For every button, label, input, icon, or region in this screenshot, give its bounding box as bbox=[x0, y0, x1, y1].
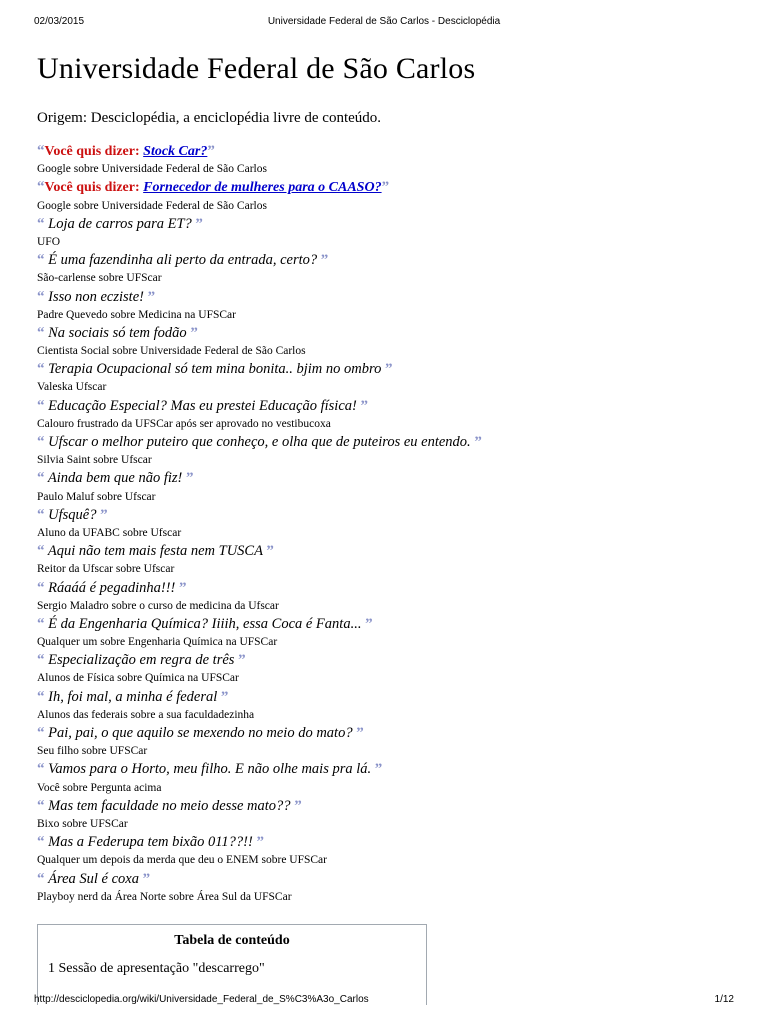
quote bbox=[37, 615, 737, 633]
quote-text: É da Engenharia Química? Iiiih, essa Coca é Fanta... bbox=[48, 615, 362, 632]
did-you-mean-quote bbox=[37, 142, 737, 160]
quote-author: Calouro frustrado da UFSCar após ser aprovado no vestibucoxa bbox=[37, 417, 331, 430]
quote bbox=[37, 579, 737, 597]
quote-author: Valeska Ufscar bbox=[37, 381, 107, 394]
quote-text: Mas a Federupa tem bixão 011??!! bbox=[48, 834, 253, 851]
quote-open-icon: “ bbox=[37, 615, 45, 632]
quote-open-icon: “ bbox=[37, 470, 45, 487]
quotes-section bbox=[37, 142, 737, 906]
quote bbox=[37, 760, 737, 778]
quote-close-icon: ” bbox=[360, 397, 368, 414]
toc-item[interactable]: 1 Sessão de apresentação "descarrego" bbox=[48, 961, 265, 976]
quote-open-icon: “ bbox=[37, 361, 45, 378]
page-title: Universidade Federal de São Carlos bbox=[37, 52, 476, 85]
table-of-contents bbox=[37, 924, 427, 1005]
quote bbox=[37, 724, 737, 742]
quote bbox=[37, 688, 737, 706]
origin-note: Origem: Desciclopédia, a enciclopédia livre de conteúdo. bbox=[37, 110, 382, 126]
quote-close-icon: ” bbox=[195, 215, 203, 232]
quote-author: Sergio Maladro sobre o curso de medicina da Ufscar bbox=[37, 599, 279, 612]
quote-open-icon: “ bbox=[37, 761, 45, 778]
quote-text: Ih, foi mal, a minha é federal bbox=[48, 688, 218, 705]
quote-text: Isso non ecziste! bbox=[48, 288, 144, 305]
quote-text: Ufscar o melhor puteiro que conheço, e olha que de puteiros eu entendo. bbox=[48, 434, 471, 450]
print-page-title: Universidade Federal de São Carlos - Desciclopédia bbox=[267, 16, 501, 27]
quote-close-icon: ” bbox=[356, 725, 364, 741]
did-you-mean-quote bbox=[37, 178, 737, 196]
quote-open-icon: “ bbox=[37, 579, 45, 596]
quote bbox=[37, 651, 737, 669]
quote-open-icon: “ bbox=[37, 179, 45, 196]
quote bbox=[37, 833, 737, 851]
quote-open-icon: “ bbox=[37, 324, 45, 341]
quote-open-icon: “ bbox=[37, 506, 45, 523]
did-you-mean-label: Você quis dizer: bbox=[44, 144, 144, 159]
quote-text: Terapia Ocupacional só tem mina bonita.. bjim no ombro bbox=[48, 361, 382, 378]
quote-close-icon: ” bbox=[190, 324, 198, 341]
print-url: http://desciclopedia.org/wiki/Universidade_Federal_de_S%C3%A3o_Carlos bbox=[34, 994, 369, 1005]
quote bbox=[37, 870, 737, 888]
quote-text: Educação Especial? Mas eu prestei Educação física! bbox=[48, 397, 357, 414]
quote-author: Qualquer um sobre Engenharia Química na UFSCar bbox=[37, 636, 278, 649]
quote-text: Ainda bem que não fiz! bbox=[47, 470, 183, 487]
print-footer bbox=[34, 994, 734, 1008]
quote-open-icon: “ bbox=[37, 397, 45, 414]
quote-open-icon: “ bbox=[37, 870, 45, 887]
quote-open-icon: “ bbox=[37, 143, 45, 159]
quote-author: Google sobre Universidade Federal de São Carlos bbox=[37, 163, 267, 176]
quote bbox=[37, 542, 737, 560]
quote bbox=[37, 797, 737, 815]
quote-open-icon: “ bbox=[37, 288, 45, 305]
quote-open-icon: “ bbox=[37, 543, 45, 560]
quote-text: Área Sul é coxa bbox=[48, 870, 139, 887]
quote-close-icon: ” bbox=[256, 834, 264, 851]
quote-text: Especialização em regra de três bbox=[48, 652, 235, 669]
quote-open-icon: “ bbox=[37, 725, 45, 741]
quote-text: Aqui não tem mais festa nem TUSCA bbox=[47, 543, 263, 560]
quote-author: Bixo sobre UFSCar bbox=[37, 817, 128, 830]
print-page-number: 1/12 bbox=[714, 994, 734, 1005]
did-you-mean-link[interactable]: Fornecedor de mulheres para o CAASO? bbox=[143, 180, 382, 196]
quote-close-icon: ” bbox=[142, 870, 151, 887]
quote-text: Ufsquê? bbox=[48, 506, 97, 523]
quote bbox=[37, 288, 737, 306]
quote-close-icon: ” bbox=[179, 579, 187, 596]
quote-close-icon: ” bbox=[474, 434, 482, 450]
quote-close-icon: ” bbox=[147, 288, 156, 305]
did-you-mean-label: Você quis dizer: bbox=[44, 180, 144, 196]
quote-text: Vamos para o Horto, meu filho. E não olhe mais pra lá. bbox=[48, 761, 372, 778]
quote bbox=[37, 251, 737, 269]
quote-author: Playboy nerd da Área Norte sobre Área Sul da UFSCar bbox=[37, 890, 292, 903]
print-header bbox=[34, 16, 734, 30]
quote-author: Silvia Saint sobre Ufscar bbox=[37, 454, 152, 467]
quote-open-icon: “ bbox=[37, 652, 45, 669]
quote-close-icon: ” bbox=[374, 761, 383, 778]
quote-author: Você sobre Pergunta acima bbox=[37, 781, 162, 794]
quote-close-icon: ” bbox=[207, 143, 215, 159]
quote-author: Padre Quevedo sobre Medicina na UFSCar bbox=[37, 308, 236, 321]
quote-close-icon: ” bbox=[365, 615, 373, 632]
quote-text: É uma fazendinha ali perto da entrada, certo? bbox=[48, 252, 318, 269]
quote-open-icon: “ bbox=[37, 688, 45, 705]
quote-text: Loja de carros para ET? bbox=[48, 215, 192, 232]
print-date: 02/03/2015 bbox=[34, 16, 85, 27]
quote-author: Seu filho sobre UFSCar bbox=[37, 745, 148, 758]
quote-author: Qualquer um depois da merda que deu o ENEM sobre UFSCar bbox=[37, 854, 327, 867]
toc-title: Tabela de conteúdo bbox=[174, 933, 290, 948]
quote-author: Paulo Maluf sobre Ufscar bbox=[37, 490, 156, 503]
quote-text: Mas tem faculdade no meio desse mato?? bbox=[48, 797, 291, 814]
quote-close-icon: ” bbox=[384, 361, 393, 378]
quote-text: Ráaáá é pegadinha!!! bbox=[48, 579, 176, 596]
quote-author: Cientista Social sobre Universidade Federal de São Carlos bbox=[37, 345, 306, 358]
quote-close-icon: ” bbox=[100, 506, 108, 523]
quote-open-icon: “ bbox=[37, 215, 45, 232]
quote-close-icon: ” bbox=[320, 252, 329, 269]
quote-close-icon: ” bbox=[186, 470, 194, 487]
quote-author: São-carlense sobre UFScar bbox=[37, 272, 162, 285]
quote-author: UFO bbox=[37, 235, 61, 248]
quote-text: Na sociais só tem fodão bbox=[48, 324, 187, 341]
quote-close-icon: ” bbox=[220, 688, 229, 705]
quote bbox=[37, 397, 737, 415]
quote-author: Aluno da UFABC sobre Ufscar bbox=[37, 526, 182, 539]
quote-close-icon: ” bbox=[381, 179, 390, 196]
quote bbox=[37, 469, 737, 487]
quote bbox=[37, 360, 737, 378]
quote-author: Alunos das federais sobre a sua faculdadezinha bbox=[37, 708, 255, 721]
quote-open-icon: “ bbox=[37, 252, 45, 269]
quote-close-icon: ” bbox=[294, 797, 302, 814]
quote bbox=[37, 324, 737, 342]
quote-author: Reitor da Ufscar sobre Ufscar bbox=[37, 563, 175, 576]
quote-open-icon: “ bbox=[37, 434, 45, 450]
quote-open-icon: “ bbox=[37, 797, 45, 814]
quote-close-icon: ” bbox=[266, 543, 274, 560]
quote-author: Google sobre Universidade Federal de São Carlos bbox=[37, 199, 267, 212]
quote-close-icon: ” bbox=[238, 652, 246, 669]
did-you-mean-link[interactable]: Stock Car? bbox=[143, 144, 208, 159]
quote bbox=[37, 506, 737, 524]
quote-author: Alunos de Física sobre Química na UFSCar bbox=[37, 672, 239, 685]
quote bbox=[37, 215, 737, 233]
quote bbox=[37, 433, 737, 451]
quote-open-icon: “ bbox=[37, 834, 45, 851]
quote-text: Pai, pai, o que aquilo se mexendo no meio do mato? bbox=[48, 725, 353, 741]
